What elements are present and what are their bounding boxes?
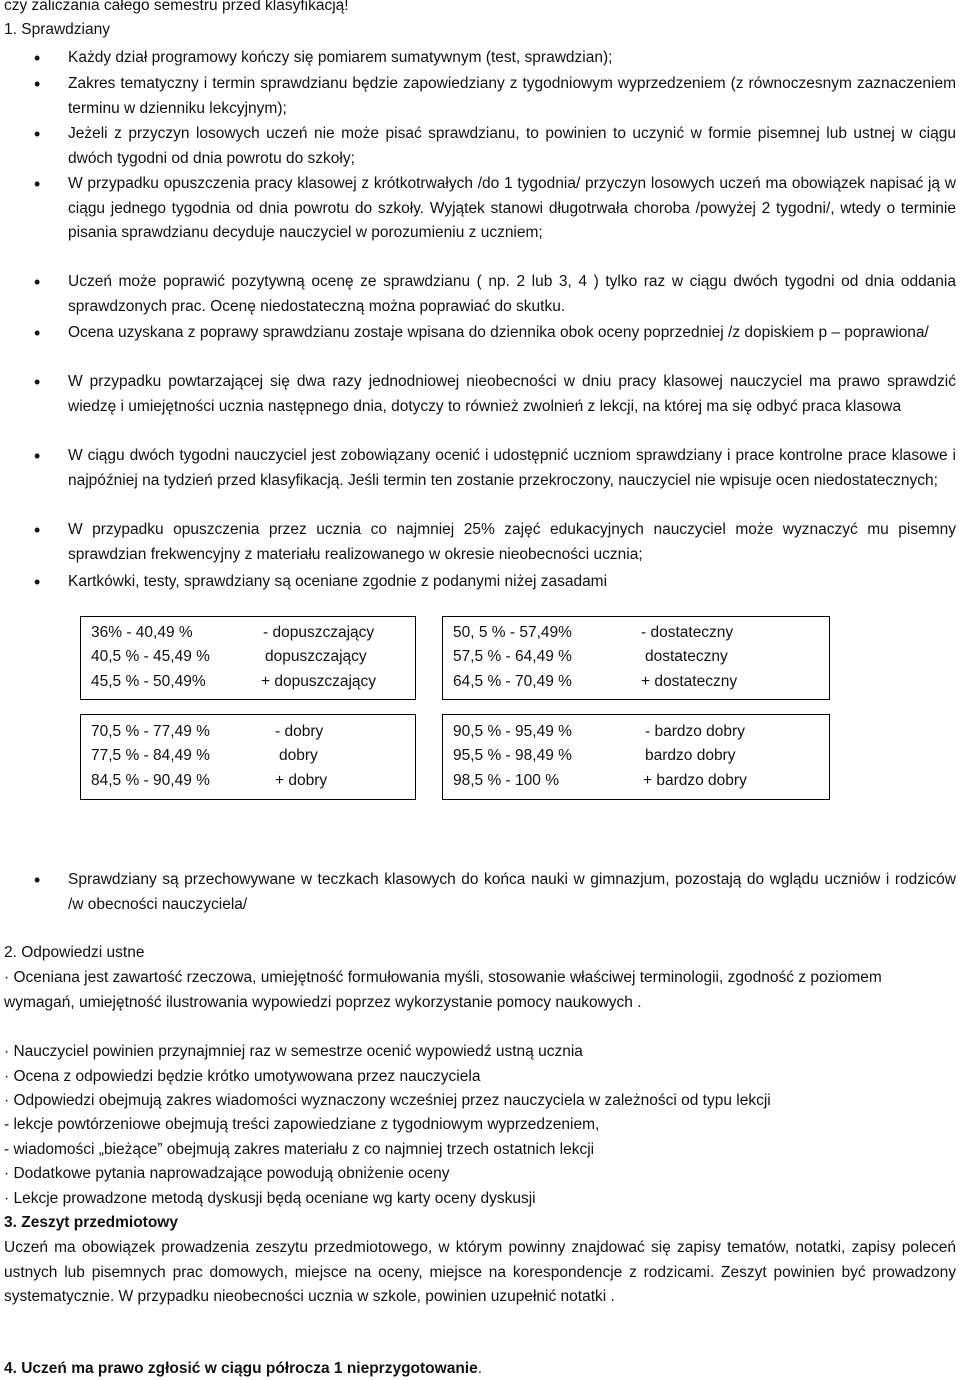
grade-name: dopuszczający	[265, 648, 367, 665]
bullet-item: • W przypadku opuszczenia przez ucznia co najmniej 25% zajęć edukacyjnych nauczyciel może wyznaczyć mu pisemny sprawdzian frekwencyjny z materiału realizowanego w okresie nieobecności ucznia;	[68, 518, 956, 567]
bullet-item: • W ciągu dwóch tygodni nauczyciel jest zobowiązany ocenić i udostępnić uczniom sprawdziany i prace kontrolne prace klasowe i najpóźniej na tydzień przed klasyfikacją. Jeśli termin ten zostanie przekroczony, nauczyciel nie wpisuje ocen niedostatecznych;	[68, 444, 956, 493]
oral-item: · Odpowiedzi obejmują zakres wiadomości wyznaczony wcześniej przez nauczyciela w zależności od typu lekcji	[4, 1092, 771, 1109]
grade-range: 40,5 % - 45,49 %	[91, 648, 210, 665]
bullet-item: • Zakres tematyczny i termin sprawdzianu będzie zapowiedziany z tygodniowym wyprzedzeniem (z równoczesnym zaznaczeniem terminu w dzienniku lekcyjnym);	[68, 72, 956, 121]
bullet-item: • Uczeń może poprawić pozytywną ocenę ze sprawdzianu ( np. 2 lub 3, 4 ) tylko raz w ciągu dwóch tygodni od dnia oddania sprawdzonych prac. Ocenę niedostateczną można poprawiać do skutku.	[68, 270, 956, 319]
grade-name: - dobry	[275, 723, 324, 740]
bullet-item: • Jeżeli z przyczyn losowych uczeń nie może pisać sprawdzianu, to powinien to uczynić w formie pisemnej lub ustnej w ciągu dwóch tygodni od dnia powrotu do szkoły;	[68, 122, 956, 171]
bullet-item: • Ocena uzyskana z poprawy sprawdzianu zostaje wpisana do dziennika obok oceny poprzedniej /z dopiskiem p – poprawiona/	[68, 321, 956, 346]
section2-title: 2. Odpowiedzi ustne	[4, 944, 145, 961]
grade-name: bardzo dobry	[645, 747, 736, 764]
grading-box-dobry	[80, 714, 416, 800]
grade-range: 57,5 % - 64,49 %	[453, 648, 572, 665]
grade-range: 50, 5 % - 57,49%	[453, 624, 572, 641]
oral-item: - lekcje powtórzeniowe obejmują treści zapowiedziane z tygodniowym wyprzedzeniem,	[4, 1116, 600, 1133]
oral-item: · Oceniana jest zawartość rzeczowa, umiejętność formułowania myśli, stosowanie właściwej terminologii, zgodność z poziomem wymagań, umiejętność ilustrowania wypowiedzi poprzez wykorzystanie pomocy naukowych .	[4, 969, 882, 1011]
grade-range: 77,5 % - 84,49 %	[91, 747, 210, 764]
grade-range: 70,5 % - 77,49 %	[91, 723, 210, 740]
grade-name: - dostateczny	[641, 624, 734, 641]
grade-range: 36% - 40,49 %	[91, 624, 193, 641]
bullet-item: • W przypadku opuszczenia pracy klasowej z krótkotrwałych /do 1 tygodnia/ przyczyn losowych uczeń ma obowiązek napisać ją w ciągu jednego tygodnia od dnia powrotu do szkoły. Wyjątek stanowi długotrwała choroba /powyżej 2 tygodni/, wtedy o terminie pisania sprawdzianu decyduje nauczyciel w porozumieniu z uczniem;	[68, 172, 956, 246]
oral-item: · Ocena z odpowiedzi będzie krótko umotywowana przez nauczyciela	[4, 1068, 481, 1085]
bullet-item: • Sprawdziany są przechowywane w teczkach klasowych do końca nauki w gimnazjum, pozostają do wglądu uczniów i rodziców /w obecności nauczyciela/	[68, 868, 956, 917]
grade-name: + dobry	[275, 772, 328, 789]
grade-range: 98,5 % - 100 %	[453, 772, 559, 789]
section4-title: 4. Uczeń ma prawo zgłosić w ciągu półrocza 1 nieprzygotowanie	[4, 1360, 478, 1377]
grading-box-dopuszczajacy	[80, 616, 416, 700]
section3-title: 3. Zeszyt przedmiotowy	[4, 1214, 178, 1231]
grade-range: 95,5 % - 98,49 %	[453, 747, 572, 764]
section1-title: 1. Sprawdziany	[4, 21, 110, 38]
grade-name: - bardzo dobry	[645, 723, 745, 740]
oral-item: · Dodatkowe pytania naprowadzające powodują obniżenie oceny	[4, 1165, 450, 1182]
section4-suffix: .	[477, 1360, 483, 1377]
grade-range: 84,5 % - 90,49 %	[91, 772, 210, 789]
grading-box-bardzo-dobry	[442, 714, 830, 800]
grade-name: - dopuszczający	[263, 624, 375, 641]
bullet-item: • W przypadku powtarzającej się dwa razy jednodniowej nieobecności w dniu pracy klasowej nauczyciel ma prawo sprawdzić wiedzę i umiejętności ucznia następnego dnia, dotyczy to również zwolnień z lekcji, na której ma się odbyć praca klasowa	[68, 370, 956, 419]
grade-range: 90,5 % - 95,49 %	[453, 723, 572, 740]
bullet-item: • Każdy dział programowy kończy się pomiarem sumatywnym (test, sprawdzian);	[68, 46, 956, 71]
oral-item: · Lekcje prowadzone metodą dyskusji będą oceniane wg karty oceny dyskusji	[4, 1190, 536, 1207]
oral-item: · Nauczyciel powinien przynajmniej raz w semestrze ocenić wypowiedź ustną ucznia	[4, 1043, 583, 1060]
grade-name: + bardzo dobry	[643, 772, 747, 789]
bullet-item: • Kartkówki, testy, sprawdziany są oceniane zgodnie z podanymi niżej zasadami	[68, 570, 956, 595]
grading-box-dostateczny	[442, 616, 830, 700]
grade-range: 45,5 % - 50,49%	[91, 673, 206, 690]
grade-range: 64,5 % - 70,49 %	[453, 673, 572, 690]
grade-name: dostateczny	[645, 648, 728, 665]
section4-line	[4, 1359, 482, 1379]
grade-name: dobry	[279, 747, 318, 764]
header-line: czy zaliczania całego semestru przed klasyfikacją!	[4, 0, 349, 14]
grade-name: + dostateczny	[641, 673, 738, 690]
section3-text: Uczeń ma obowiązek prowadzenia zeszytu przedmiotowego, w którym powinny znajdować się zapisy tematów, notatki, zapisy poleceń ustnych lub pisemnych prac domowych, miejsce na oceny, miejsce na korespondencje z rodzicami. Zeszyt powinien być prowadzony systematycznie. W przypadku nieobecności ucznia w szkole, powinien uzupełnić notatki .	[4, 1239, 956, 1305]
oral-item: - wiadomości „bieżące” obejmują zakres materiału z co najmniej trzech ostatnich lekcji	[4, 1141, 595, 1158]
grade-name: + dopuszczający	[261, 673, 377, 690]
